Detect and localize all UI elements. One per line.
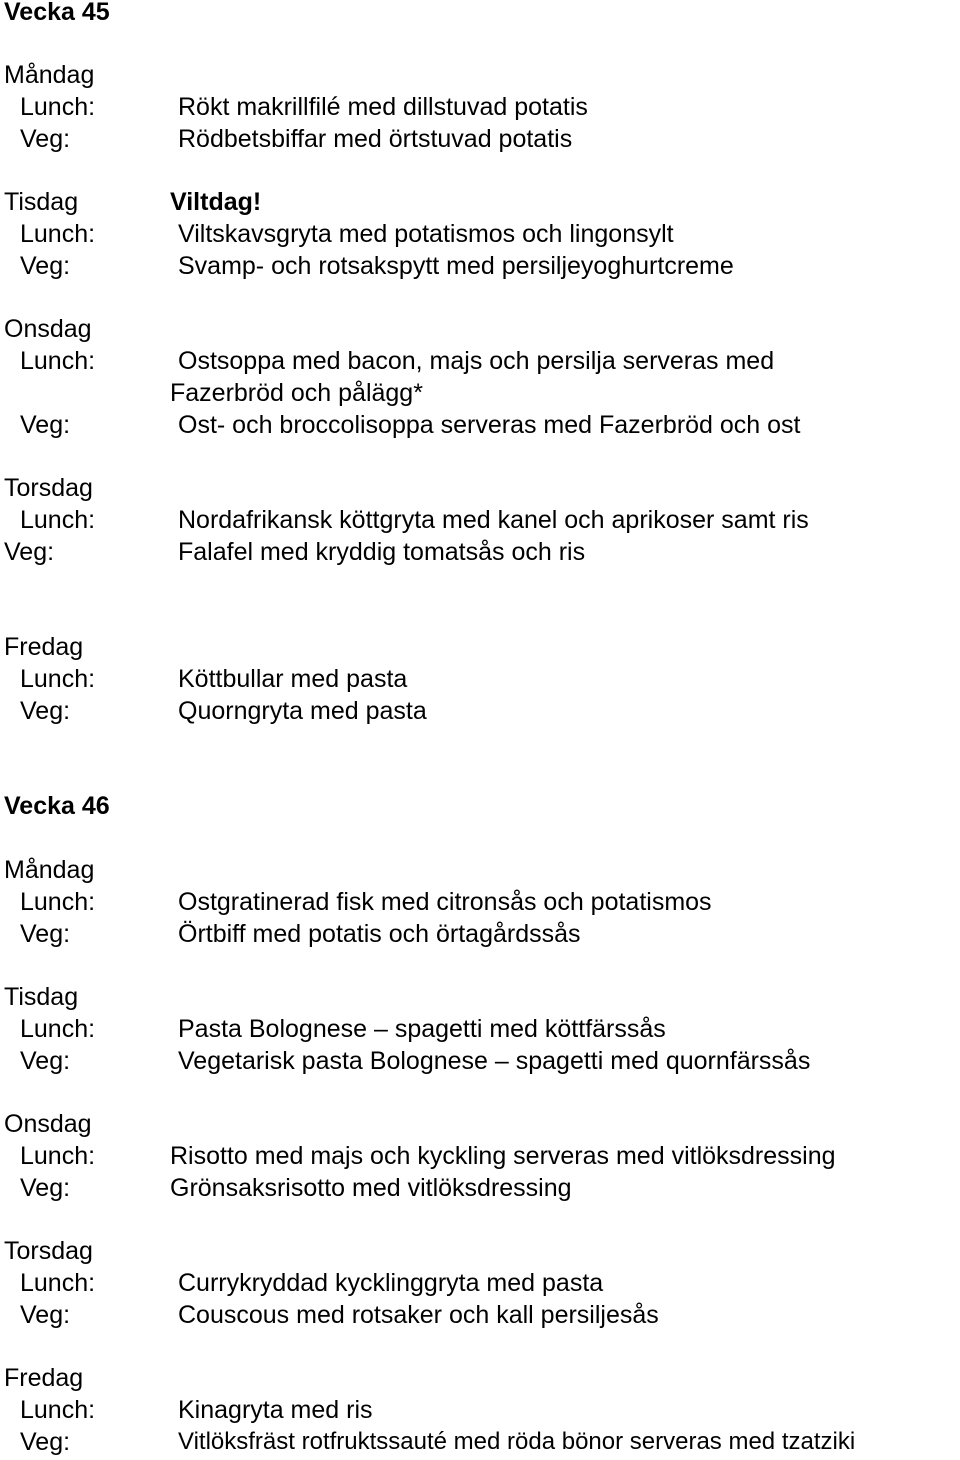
w45-friday-lunch-label: Lunch: <box>20 665 96 693</box>
w45-friday-day: Fredag <box>4 633 84 661</box>
w46-friday-lunch: Kinagryta med ris <box>178 1396 373 1424</box>
w46-monday-lunch: Ostgratinerad fisk med citronsås och potatismos <box>178 888 712 916</box>
w46-wednesday-veg-label: Veg: <box>20 1174 71 1202</box>
w46-monday-day: Måndag <box>4 856 95 884</box>
w46-tuesday-lunch: Pasta Bolognese – spagetti med köttfärssås <box>178 1015 666 1043</box>
w45-thursday-lunch: Nordafrikansk köttgryta med kanel och aprikoser samt ris <box>178 506 809 534</box>
w46-friday-lunch-label: Lunch: <box>20 1396 96 1424</box>
week-46-title: Vecka 46 <box>4 792 110 820</box>
w45-wednesday-lunch-cont: Fazerbröd och pålägg* <box>170 379 423 407</box>
w45-tuesday-veg-label: Veg: <box>20 252 71 280</box>
w45-tuesday-veg: Svamp- och rotsakspytt med persiljeyoghurtcreme <box>178 252 734 280</box>
w45-friday-veg-label: Veg: <box>20 697 71 725</box>
w45-monday-lunch-label: Lunch: <box>20 93 96 121</box>
w45-tuesday-day: Tisdag <box>4 188 79 216</box>
w46-thursday-veg-label: Veg: <box>20 1301 71 1329</box>
w46-tuesday-veg: Vegetarisk pasta Bolognese – spagetti med quornfärssås <box>178 1047 811 1075</box>
w46-monday-lunch-label: Lunch: <box>20 888 96 916</box>
w46-monday-veg-label: Veg: <box>20 920 71 948</box>
w45-tuesday-special: Viltdag! <box>170 188 262 216</box>
w46-wednesday-lunch-label: Lunch: <box>20 1142 96 1170</box>
w46-thursday-veg: Couscous med rotsaker och kall persiljesås <box>178 1301 659 1329</box>
w46-tuesday-veg-label: Veg: <box>20 1047 71 1075</box>
w45-monday-veg-label: Veg: <box>20 125 71 153</box>
w45-wednesday-veg-label: Veg: <box>20 411 71 439</box>
w46-friday-veg-label: Veg: <box>20 1428 71 1456</box>
w46-wednesday-day: Onsdag <box>4 1110 92 1138</box>
w46-friday-day: Fredag <box>4 1364 84 1392</box>
w45-friday-veg: Quorngryta med pasta <box>178 697 427 725</box>
w46-monday-veg: Örtbiff med potatis och örtagårdssås <box>178 920 581 948</box>
w46-thursday-lunch-label: Lunch: <box>20 1269 96 1297</box>
w45-monday-lunch: Rökt makrillfilé med dillstuvad potatis <box>178 93 588 121</box>
w45-wednesday-lunch: Ostsoppa med bacon, majs och persilja serveras med <box>178 347 775 375</box>
w46-wednesday-lunch: Risotto med majs och kyckling serveras med vitlöksdressing <box>170 1142 836 1170</box>
w45-tuesday-lunch-label: Lunch: <box>20 220 96 248</box>
w45-monday-veg: Rödbetsbiffar med örtstuvad potatis <box>178 125 573 153</box>
w46-wednesday-veg: Grönsaksrisotto med vitlöksdressing <box>170 1174 572 1202</box>
w45-tuesday-lunch: Viltskavsgryta med potatismos och lingonsylt <box>178 220 674 248</box>
w45-thursday-day: Torsdag <box>4 474 93 502</box>
w45-wednesday-day: Onsdag <box>4 315 92 343</box>
w46-tuesday-day: Tisdag <box>4 983 79 1011</box>
w46-tuesday-lunch-label: Lunch: <box>20 1015 96 1043</box>
w45-wednesday-lunch-label: Lunch: <box>20 347 96 375</box>
w45-thursday-lunch-label: Lunch: <box>20 506 96 534</box>
w45-thursday-veg: Falafel med kryddig tomatsås och ris <box>178 538 586 566</box>
w46-friday-veg: Vitlöksfräst rotfruktssauté med röda bönor serveras med tzatziki <box>178 1428 856 1455</box>
w45-monday-day: Måndag <box>4 61 95 89</box>
w46-thursday-lunch: Currykryddad kycklinggryta med pasta <box>178 1269 604 1297</box>
w46-thursday-day: Torsdag <box>4 1237 93 1265</box>
w45-thursday-veg-label: Veg: <box>4 538 55 566</box>
w45-friday-lunch: Köttbullar med pasta <box>178 665 408 693</box>
week-45-title: Vecka 45 <box>4 0 110 26</box>
w45-wednesday-veg: Ost- och broccolisoppa serveras med Fazerbröd och ost <box>178 411 801 439</box>
